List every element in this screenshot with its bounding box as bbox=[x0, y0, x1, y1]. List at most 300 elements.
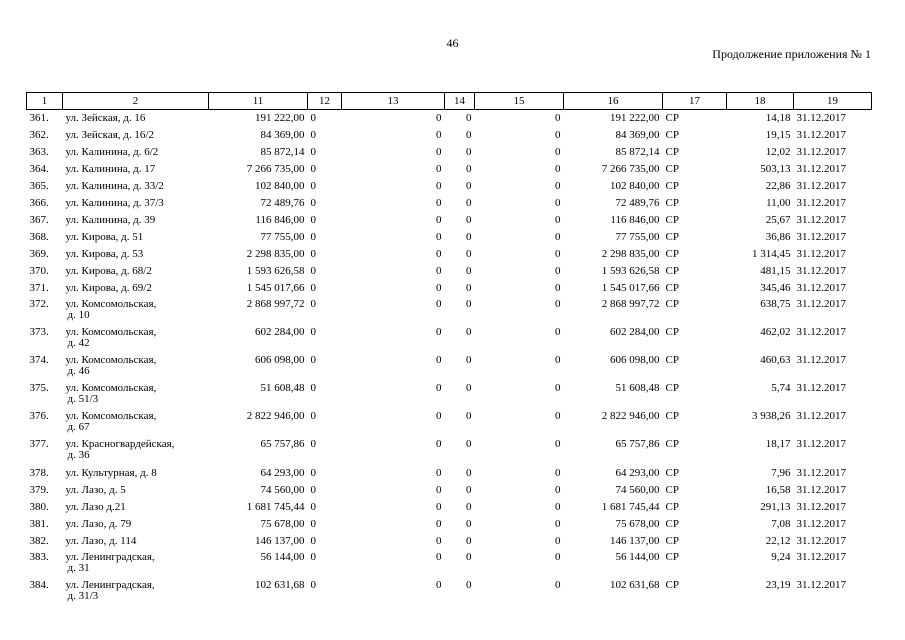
col-13-value: 0 bbox=[436, 196, 442, 209]
address bbox=[63, 409, 209, 437]
col-17-value: СР bbox=[665, 517, 679, 530]
col-17-value: СР bbox=[665, 500, 679, 513]
table-row bbox=[27, 533, 872, 550]
address-line: ул. Ленинградская, bbox=[65, 578, 155, 591]
col-17-value: СР bbox=[665, 466, 679, 479]
col-19-value: 31.12.2017 bbox=[796, 500, 846, 513]
table-row bbox=[27, 212, 872, 229]
col-18-value: 462,02 bbox=[760, 325, 791, 338]
col-19-value: 31.12.2017 bbox=[796, 145, 846, 158]
address bbox=[63, 499, 209, 516]
table-row bbox=[27, 409, 872, 437]
col-18-value: 7,96 bbox=[771, 466, 791, 479]
col-14-value: 0 bbox=[466, 409, 472, 422]
row-number: 377. bbox=[29, 437, 49, 450]
col-14-value: 0 bbox=[466, 437, 472, 450]
col-15-value: 0 bbox=[555, 281, 561, 294]
col-19-value: 31.12.2017 bbox=[796, 353, 846, 366]
address bbox=[63, 516, 209, 533]
col-14-value: 0 bbox=[466, 466, 472, 479]
row-number: 372. bbox=[29, 297, 49, 310]
col-12-value: 0 bbox=[310, 112, 316, 124]
col-18-value: 1 314,45 bbox=[752, 247, 791, 260]
col-19-value: 31.12.2017 bbox=[796, 247, 846, 260]
col-15-value: 0 bbox=[555, 500, 561, 513]
col-14-value: 0 bbox=[466, 483, 472, 496]
col-17-value: СР bbox=[665, 112, 679, 124]
col-12-value: 0 bbox=[310, 281, 316, 294]
col-17-value: СР bbox=[665, 281, 679, 294]
address-line: ул. Зейская, д. 16 bbox=[65, 112, 146, 124]
col-15-value: 0 bbox=[555, 466, 561, 479]
col-19-value: 31.12.2017 bbox=[796, 483, 846, 496]
column-header: 17 bbox=[663, 93, 727, 110]
col-15-value: 0 bbox=[555, 353, 561, 366]
table-row bbox=[27, 161, 872, 178]
col-11-value: 84 369,00 bbox=[260, 128, 305, 141]
col-15-value: 0 bbox=[555, 213, 561, 226]
address-line: ул. Лазо, д. 114 bbox=[65, 534, 137, 547]
row-number: 373. bbox=[29, 325, 49, 338]
address-line: ул. Кирова, д. 69/2 bbox=[65, 281, 152, 294]
col-14-value: 0 bbox=[466, 550, 472, 563]
table-row bbox=[27, 144, 872, 161]
col-11-value: 65 757,86 bbox=[260, 437, 305, 450]
row-number: 383. bbox=[29, 550, 49, 563]
col-14-value: 0 bbox=[466, 517, 472, 530]
col-15-value: 0 bbox=[555, 162, 561, 175]
column-header: 18 bbox=[727, 93, 794, 110]
col-14-value: 0 bbox=[466, 112, 472, 124]
col-19-value: 31.12.2017 bbox=[796, 534, 846, 547]
address bbox=[63, 144, 209, 161]
col-11-value: 2 298 835,00 bbox=[246, 247, 305, 260]
col-18-value: 460,63 bbox=[760, 353, 791, 366]
col-11-value: 75 678,00 bbox=[260, 517, 305, 530]
row-number: 361. bbox=[29, 112, 49, 124]
col-13-value: 0 bbox=[436, 281, 442, 294]
col-14-value: 0 bbox=[466, 264, 472, 277]
col-17-value: СР bbox=[665, 437, 679, 450]
column-header: 15 bbox=[475, 93, 564, 110]
col-18-value: 638,75 bbox=[760, 297, 791, 310]
col-13-value: 0 bbox=[436, 437, 442, 450]
address bbox=[63, 482, 209, 499]
col-13-value: 0 bbox=[436, 517, 442, 530]
col-19-value: 31.12.2017 bbox=[796, 517, 846, 530]
col-11-value: 102 631,68 bbox=[255, 578, 305, 591]
col-12-value: 0 bbox=[310, 483, 316, 496]
col-12-value: 0 bbox=[310, 297, 316, 310]
col-13-value: 0 bbox=[436, 466, 442, 479]
col-19-value: 31.12.2017 bbox=[796, 128, 846, 141]
address-line: ул. Лазо д.21 bbox=[65, 500, 126, 513]
col-18-value: 11,00 bbox=[766, 196, 791, 209]
address bbox=[63, 280, 209, 297]
col-13-value: 0 bbox=[436, 230, 442, 243]
col-18-value: 291,13 bbox=[760, 500, 791, 513]
col-17-value: СР bbox=[665, 196, 679, 209]
col-15-value: 0 bbox=[555, 517, 561, 530]
row-number: 364. bbox=[29, 162, 49, 175]
col-18-value: 7,08 bbox=[771, 517, 791, 530]
col-11-value: 191 222,00 bbox=[255, 112, 305, 124]
table-row bbox=[27, 482, 872, 499]
table-row bbox=[27, 263, 872, 280]
col-12-value: 0 bbox=[310, 550, 316, 563]
address bbox=[63, 229, 209, 246]
col-14-value: 0 bbox=[466, 247, 472, 260]
table-row bbox=[27, 280, 872, 297]
col-12-value: 0 bbox=[310, 578, 316, 591]
col-12-value: 0 bbox=[310, 179, 316, 192]
row-number: 382. bbox=[29, 534, 49, 547]
address-line: ул. Лазо, д. 79 bbox=[65, 517, 132, 530]
address-continuation: д. 46 bbox=[67, 364, 90, 377]
row-number: 362. bbox=[29, 128, 49, 141]
row-number: 367. bbox=[29, 213, 49, 226]
col-17-value: СР bbox=[665, 353, 679, 366]
col-16-value: 606 098,00 bbox=[610, 353, 660, 366]
row-number: 366. bbox=[29, 196, 49, 209]
col-18-value: 23,19 bbox=[765, 578, 791, 591]
col-12-value: 0 bbox=[310, 230, 316, 243]
address bbox=[63, 437, 209, 465]
col-15-value: 0 bbox=[555, 196, 561, 209]
table-row bbox=[27, 499, 872, 516]
col-14-value: 0 bbox=[466, 162, 472, 175]
col-13-value: 0 bbox=[436, 325, 442, 338]
col-11-value: 74 560,00 bbox=[260, 483, 305, 496]
address-continuation: д. 36 bbox=[67, 448, 90, 461]
col-17-value: СР bbox=[665, 179, 679, 192]
address-line: ул. Комсомольская, bbox=[65, 353, 157, 366]
col-19-value: 31.12.2017 bbox=[796, 409, 846, 422]
col-16-value: 1 681 745,44 bbox=[601, 500, 660, 513]
address-line: ул. Комсомольская, bbox=[65, 325, 157, 338]
address-line: ул. Калинина, д. 6/2 bbox=[65, 145, 159, 158]
col-16-value: 102 840,00 bbox=[610, 179, 660, 192]
address bbox=[63, 325, 209, 353]
table-row bbox=[27, 465, 872, 482]
address-line: ул. Калинина, д. 33/2 bbox=[65, 179, 164, 192]
col-18-value: 25,67 bbox=[765, 213, 791, 226]
col-17-value: СР bbox=[665, 128, 679, 141]
col-12-value: 0 bbox=[310, 145, 316, 158]
row-number: 369. bbox=[29, 247, 49, 260]
col-17-value: СР bbox=[665, 550, 679, 563]
col-12-value: 0 bbox=[310, 466, 316, 479]
row-number: 375. bbox=[29, 381, 49, 394]
col-18-value: 3 938,26 bbox=[752, 409, 791, 422]
address bbox=[63, 195, 209, 212]
col-19-value: 31.12.2017 bbox=[796, 162, 846, 175]
column-header: 11 bbox=[209, 93, 308, 110]
col-15-value: 0 bbox=[555, 534, 561, 547]
col-11-value: 77 755,00 bbox=[260, 230, 305, 243]
col-12-value: 0 bbox=[310, 128, 316, 141]
col-13-value: 0 bbox=[436, 381, 442, 394]
col-13-value: 0 bbox=[436, 534, 442, 547]
col-17-value: СР bbox=[665, 409, 679, 422]
col-18-value: 481,15 bbox=[760, 264, 791, 277]
table-row bbox=[27, 516, 872, 533]
col-19-value: 31.12.2017 bbox=[796, 578, 846, 591]
col-12-value: 0 bbox=[310, 409, 316, 422]
col-14-value: 0 bbox=[466, 325, 472, 338]
col-18-value: 9,24 bbox=[771, 550, 791, 563]
row-number: 370. bbox=[29, 264, 49, 277]
address-line: ул. Кирова, д. 51 bbox=[65, 230, 144, 243]
row-number: 363. bbox=[29, 145, 49, 158]
col-16-value: 74 560,00 bbox=[615, 483, 660, 496]
col-15-value: 0 bbox=[555, 381, 561, 394]
col-11-value: 1 545 017,66 bbox=[246, 281, 305, 294]
col-16-value: 84 369,00 bbox=[615, 128, 660, 141]
row-number: 374. bbox=[29, 353, 49, 366]
address bbox=[63, 246, 209, 263]
col-12-value: 0 bbox=[310, 213, 316, 226]
col-14-value: 0 bbox=[466, 128, 472, 141]
col-19-value: 31.12.2017 bbox=[796, 466, 846, 479]
address-line: ул. Культурная, д. 8 bbox=[65, 466, 157, 479]
address-line: ул. Зейская, д. 16/2 bbox=[65, 128, 154, 141]
col-12-value: 0 bbox=[310, 353, 316, 366]
col-12-value: 0 bbox=[310, 381, 316, 394]
col-18-value: 12,02 bbox=[765, 145, 791, 158]
col-12-value: 0 bbox=[310, 247, 316, 260]
address-line: ул. Красногвардейская, bbox=[65, 437, 175, 450]
col-13-value: 0 bbox=[436, 145, 442, 158]
table-row bbox=[27, 353, 872, 381]
table-body bbox=[27, 110, 872, 606]
address bbox=[63, 578, 209, 606]
table-row bbox=[27, 578, 872, 606]
col-11-value: 51 608,48 bbox=[260, 381, 305, 394]
column-header: 13 bbox=[342, 93, 445, 110]
col-13-value: 0 bbox=[436, 112, 442, 124]
col-16-value: 2 868 997,72 bbox=[601, 297, 660, 310]
col-14-value: 0 bbox=[466, 578, 472, 591]
col-16-value: 1 593 626,58 bbox=[601, 264, 660, 277]
col-15-value: 0 bbox=[555, 179, 561, 192]
col-13-value: 0 bbox=[436, 128, 442, 141]
address-line: ул. Комсомольская, bbox=[65, 297, 157, 310]
address bbox=[63, 533, 209, 550]
address bbox=[63, 297, 209, 325]
address bbox=[63, 127, 209, 144]
address-line: ул. Калинина, д. 17 bbox=[65, 162, 156, 175]
page-number: 46 bbox=[446, 36, 459, 50]
row-number: 368. bbox=[29, 230, 49, 243]
col-17-value: СР bbox=[665, 534, 679, 547]
col-11-value: 116 846,00 bbox=[255, 213, 305, 226]
col-14-value: 0 bbox=[466, 500, 472, 513]
col-18-value: 345,46 bbox=[760, 281, 791, 294]
col-14-value: 0 bbox=[466, 353, 472, 366]
row-number: 379. bbox=[29, 483, 49, 496]
col-16-value: 51 608,48 bbox=[615, 381, 660, 394]
col-12-value: 0 bbox=[310, 500, 316, 513]
col-18-value: 36,86 bbox=[765, 230, 791, 243]
data-table bbox=[26, 92, 872, 606]
address-line: ул. Комсомольская, bbox=[65, 409, 157, 422]
table-row bbox=[27, 437, 872, 465]
address-line: ул. Кирова, д. 68/2 bbox=[65, 264, 152, 277]
col-15-value: 0 bbox=[555, 128, 561, 141]
col-12-value: 0 bbox=[310, 264, 316, 277]
column-header: 16 bbox=[564, 93, 663, 110]
col-15-value: 0 bbox=[555, 230, 561, 243]
col-15-value: 0 bbox=[555, 112, 561, 124]
col-11-value: 146 137,00 bbox=[255, 534, 305, 547]
col-19-value: 31.12.2017 bbox=[796, 381, 846, 394]
col-11-value: 102 840,00 bbox=[255, 179, 305, 192]
address bbox=[63, 381, 209, 409]
col-17-value: СР bbox=[665, 483, 679, 496]
col-16-value: 77 755,00 bbox=[615, 230, 660, 243]
col-16-value: 75 678,00 bbox=[615, 517, 660, 530]
address-continuation: д. 10 bbox=[67, 308, 90, 321]
col-13-value: 0 bbox=[436, 483, 442, 496]
col-13-value: 0 bbox=[436, 578, 442, 591]
col-18-value: 19,15 bbox=[765, 128, 791, 141]
col-13-value: 0 bbox=[436, 500, 442, 513]
col-13-value: 0 bbox=[436, 353, 442, 366]
col-18-value: 503,13 bbox=[760, 162, 791, 175]
address bbox=[63, 212, 209, 229]
table-row bbox=[27, 550, 872, 578]
col-16-value: 72 489,76 bbox=[615, 196, 660, 209]
col-16-value: 64 293,00 bbox=[615, 466, 660, 479]
address-line: ул. Калинина, д. 39 bbox=[65, 213, 156, 226]
col-16-value: 65 757,86 bbox=[615, 437, 660, 450]
col-17-value: СР bbox=[665, 247, 679, 260]
col-13-value: 0 bbox=[436, 162, 442, 175]
col-17-value: СР bbox=[665, 264, 679, 277]
col-16-value: 2 298 835,00 bbox=[601, 247, 660, 260]
col-15-value: 0 bbox=[555, 437, 561, 450]
col-11-value: 7 266 735,00 bbox=[246, 162, 305, 175]
table-row bbox=[27, 195, 872, 212]
col-19-value: 31.12.2017 bbox=[796, 179, 846, 192]
column-header: 14 bbox=[445, 93, 475, 110]
address bbox=[63, 353, 209, 381]
col-11-value: 1 681 745,44 bbox=[246, 500, 305, 513]
col-17-value: СР bbox=[665, 578, 679, 591]
col-17-value: СР bbox=[665, 213, 679, 226]
table-row bbox=[27, 110, 872, 127]
col-17-value: СР bbox=[665, 230, 679, 243]
address-line: ул. Калинина, д. 37/3 bbox=[65, 196, 164, 209]
col-12-value: 0 bbox=[310, 437, 316, 450]
col-15-value: 0 bbox=[555, 325, 561, 338]
col-19-value: 31.12.2017 bbox=[796, 325, 846, 338]
header-row bbox=[27, 93, 872, 110]
col-14-value: 0 bbox=[466, 196, 472, 209]
col-11-value: 606 098,00 bbox=[255, 353, 305, 366]
col-18-value: 18,17 bbox=[765, 437, 791, 450]
col-17-value: СР bbox=[665, 325, 679, 338]
col-18-value: 5,74 bbox=[771, 381, 791, 394]
col-19-value: 31.12.2017 bbox=[796, 297, 846, 310]
col-13-value: 0 bbox=[436, 409, 442, 422]
col-11-value: 1 593 626,58 bbox=[246, 264, 305, 277]
col-18-value: 22,86 bbox=[765, 179, 791, 192]
col-19-value: 31.12.2017 bbox=[796, 281, 846, 294]
address-continuation: д. 51/3 bbox=[67, 392, 99, 405]
row-number: 380. bbox=[29, 500, 49, 513]
col-17-value: СР bbox=[665, 381, 679, 394]
table-row bbox=[27, 229, 872, 246]
col-19-value: 31.12.2017 bbox=[796, 230, 846, 243]
col-15-value: 0 bbox=[555, 483, 561, 496]
col-16-value: 2 822 946,00 bbox=[601, 409, 660, 422]
address-line: ул. Кирова, д. 53 bbox=[65, 247, 144, 260]
col-11-value: 56 144,00 bbox=[260, 550, 305, 563]
col-19-value: 31.12.2017 bbox=[796, 112, 846, 124]
col-18-value: 22,12 bbox=[765, 534, 791, 547]
col-11-value: 64 293,00 bbox=[260, 466, 305, 479]
col-16-value: 602 284,00 bbox=[610, 325, 660, 338]
row-number: 371. bbox=[29, 281, 49, 294]
col-17-value: СР bbox=[665, 297, 679, 310]
col-16-value: 56 144,00 bbox=[615, 550, 660, 563]
col-19-value: 31.12.2017 bbox=[796, 550, 846, 563]
row-number: 381. bbox=[29, 517, 49, 530]
column-header: 1 bbox=[27, 93, 63, 110]
col-16-value: 191 222,00 bbox=[610, 112, 660, 124]
continuation-caption: Продолжение приложения № 1 bbox=[712, 47, 871, 61]
col-13-value: 0 bbox=[436, 179, 442, 192]
col-12-value: 0 bbox=[310, 162, 316, 175]
table-row bbox=[27, 178, 872, 195]
table-row bbox=[27, 246, 872, 263]
address-continuation: д. 67 bbox=[67, 420, 90, 433]
col-15-value: 0 bbox=[555, 409, 561, 422]
row-number: 376. bbox=[29, 409, 49, 422]
col-14-value: 0 bbox=[466, 534, 472, 547]
col-19-value: 31.12.2017 bbox=[796, 196, 846, 209]
col-14-value: 0 bbox=[466, 179, 472, 192]
address bbox=[63, 263, 209, 280]
row-number: 378. bbox=[29, 466, 49, 479]
col-18-value: 16,58 bbox=[765, 483, 791, 496]
col-12-value: 0 bbox=[310, 517, 316, 530]
col-16-value: 116 846,00 bbox=[610, 213, 660, 226]
col-14-value: 0 bbox=[466, 230, 472, 243]
address-line: ул. Комсомольская, bbox=[65, 381, 157, 394]
col-17-value: СР bbox=[665, 145, 679, 158]
col-13-value: 0 bbox=[436, 213, 442, 226]
address-continuation: д. 42 bbox=[67, 336, 90, 349]
address-continuation: д. 31/3 bbox=[67, 589, 99, 602]
column-header: 19 bbox=[794, 93, 872, 110]
col-16-value: 85 872,14 bbox=[615, 145, 660, 158]
col-12-value: 0 bbox=[310, 196, 316, 209]
col-14-value: 0 bbox=[466, 381, 472, 394]
col-14-value: 0 bbox=[466, 281, 472, 294]
col-14-value: 0 bbox=[466, 145, 472, 158]
column-header: 12 bbox=[308, 93, 342, 110]
col-13-value: 0 bbox=[436, 297, 442, 310]
col-12-value: 0 bbox=[310, 325, 316, 338]
address bbox=[63, 161, 209, 178]
col-15-value: 0 bbox=[555, 297, 561, 310]
col-11-value: 602 284,00 bbox=[255, 325, 305, 338]
address bbox=[63, 178, 209, 195]
col-16-value: 146 137,00 bbox=[610, 534, 660, 547]
